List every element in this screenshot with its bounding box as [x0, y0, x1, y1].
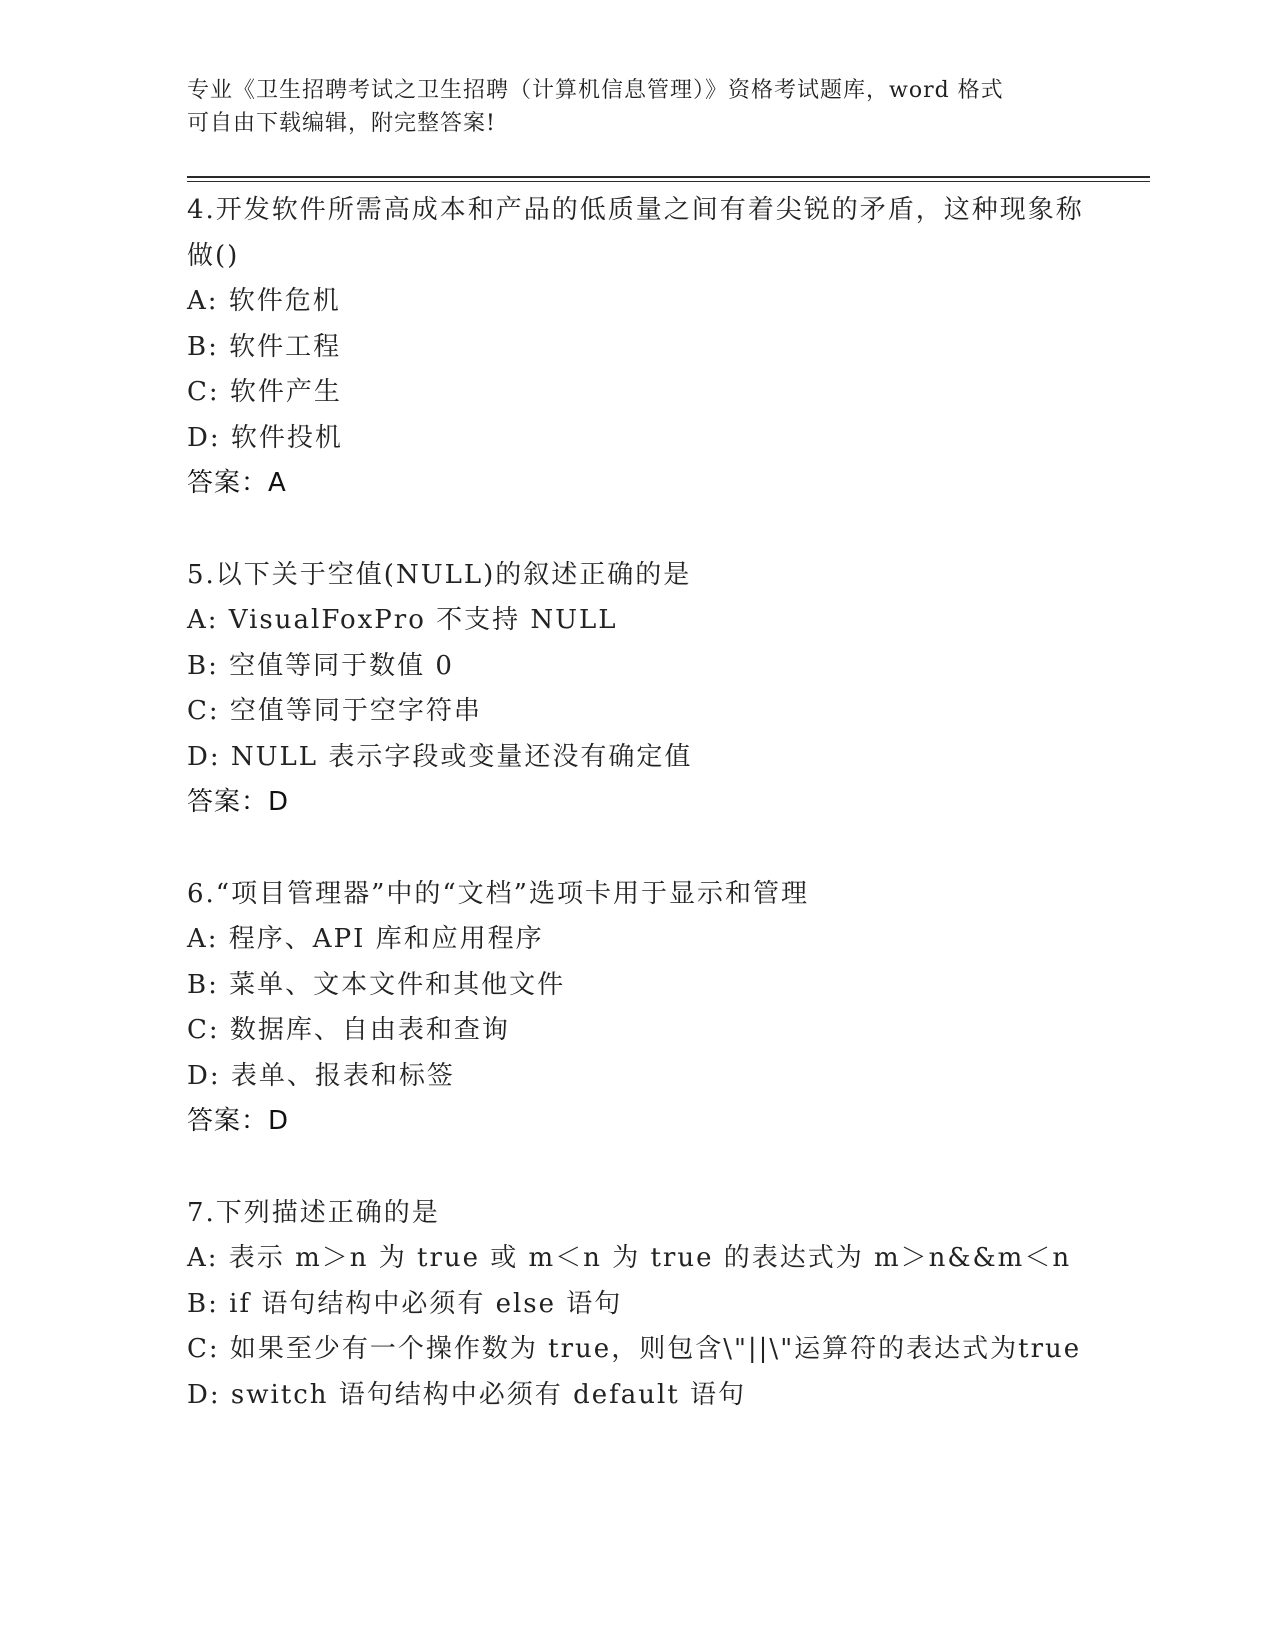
option-d: D: 表单、报表和标签 — [187, 1060, 455, 1091]
question-6 — [187, 872, 1087, 1145]
option-a: A: 软件危机 — [187, 286, 341, 316]
option-d: D: NULL 表示字段或变量还没有确定值 — [187, 741, 693, 772]
question-stem: 6.“项目管理器”中的“文档”选项卡用于显示和管理 — [187, 878, 809, 909]
option-c: C: 软件产生 — [187, 377, 342, 407]
document-header — [187, 74, 1087, 140]
question-stem: 7.下列描述正确的是 — [187, 1197, 440, 1228]
header-divider — [187, 176, 1150, 182]
option-d: D: 软件投机 — [187, 422, 343, 453]
header-line-1: 专业《卫生招聘考试之卫生招聘（计算机信息管理）》资格考试题库，word 格式 — [187, 78, 1004, 103]
question-list — [187, 188, 1087, 1464]
question-stem: 5.以下关于空值(NULL)的叙述正确的是 — [187, 559, 692, 590]
option-b: B: 空值等同于数值 0 — [187, 650, 454, 681]
option-c: C: 数据库、自由表和查询 — [187, 1015, 510, 1045]
answer-line: 答案：D — [187, 787, 290, 817]
header-line-2: 可自由下载编辑，附完整答案! — [187, 111, 496, 136]
answer-line: 答案：A — [187, 468, 287, 498]
option-b: B: 菜单、文本文件和其他文件 — [187, 969, 566, 1000]
option-c: C: 如果至少有一个操作数为 true，则包含\"||\"运算符的表达式为true — [187, 1334, 1082, 1364]
option-a: A: VisualFoxPro 不支持 NULL — [187, 605, 618, 635]
question-7 — [187, 1191, 1087, 1419]
option-c: C: 空值等同于空字符串 — [187, 696, 482, 726]
option-a: A: 程序、API 库和应用程序 — [187, 924, 544, 954]
option-b: B: 软件工程 — [187, 331, 342, 362]
question-5 — [187, 553, 1087, 826]
question-4 — [187, 188, 1087, 507]
option-b: B: if 语句结构中必须有 else 语句 — [187, 1288, 623, 1319]
question-stem: 4.开发软件所需高成本和产品的低质量之间有着尖锐的矛盾，这种现象称做() — [187, 195, 1084, 271]
answer-line: 答案：D — [187, 1106, 290, 1136]
option-a: A: 表示 m＞n 为 true 或 m＜n 为 true 的表达式为 m＞n&&m＜n — [187, 1243, 1072, 1273]
option-d: D: switch 语句结构中必须有 default 语句 — [187, 1379, 746, 1410]
